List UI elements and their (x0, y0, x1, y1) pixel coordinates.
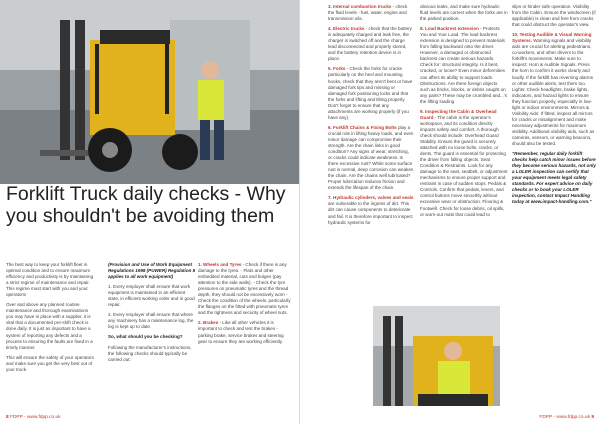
left-footer: 8 FDPP - www.fdpp.co.uk (6, 415, 61, 420)
check-text: are vulnerable to the ingress of dirt. This dirt can cause components to deteriorate and fail. It is therefore important to inspect hydraulic systems for (328, 201, 413, 225)
check-text: slips or hinder safe operation. Visibility from the Cabin. Ensure the windscreen (if applicable) is clean and free from cracks that could obstruct the operator's view. (512, 4, 596, 28)
check-item (512, 32, 596, 147)
checks-column-3 (420, 4, 508, 222)
check-heading: 1. Wheels and Tyres (198, 262, 242, 267)
check-heading: 5. Forks (328, 66, 346, 72)
check-text: Warning signals and visibility aids are crucial for alerting pedestrians, co-workers, and other drivers to the forklift's movements. Make sure to inspect: Horn & Audible Signals. Press the horn to confirm it works clearly and loudly. If the forklift has reversing alarms or other audible alerts, test them too. Lights: Check headlights, brake lights, indicators, and hazard lights to ensure they function properly, especially in low-light or indoor environments. Mirrors & Visibility Aids: If fitted, inspect all mirrors for cracks or misalignment and make necessary adjustments for maximum visibility. Additional visibility aids, such as cameras, sensors, or warning beacons, should also be tested. (512, 38, 595, 147)
right-page (300, 0, 600, 424)
website-link[interactable]: www.fdpp.co.uk (556, 415, 590, 420)
brand-name: FDPP (539, 415, 553, 420)
check-item (512, 4, 596, 28)
check-text: - Protects You and Your Load. The load backrest extension is designed to prevent materials from falling backward onto the driver. However, a damaged or obstructed backrest can create serious hazards. Check for: structural integrity. Is it bent, cracked, or loose? Even minor deformities can affect its ability to support loads. Obstructions. Are there foreign objects such as bricks, blocks, or debris caught on any parts? These may be crumbled and...'s the lifting loading (420, 26, 507, 104)
check-text: - Like all other vehicles it is important to check and test the brakes - parking brake, service brakes and steering gear to ensure they are working efficiently. (198, 320, 284, 344)
operator-photo (373, 306, 500, 406)
check-item (328, 66, 414, 120)
check-heading: 7. Hydraulic cylinders, valves and seals (328, 195, 414, 201)
check-text: - Check the forks for cracks particularly on the heel and mounting hooks, check that they aren't bent or have damaged fork tips and missing or damaged fork positioning locks and that the forks and lifting and tilting properly. Don't forget to ensure that any attachments are working properly (if you have any). (328, 66, 413, 120)
check-item (420, 4, 508, 22)
check-text: obvious leaks, and make sure hydraulic fluid levels are correct when the forks are in the parked position. (420, 4, 508, 22)
page-number: 9 (591, 415, 594, 420)
intro-paragraph: This will ensure the safety of your operators and make sure you get the very best out of your truck. (6, 354, 94, 372)
check-item (198, 320, 292, 344)
check-heading: 10. Testing Audible & Visual Warning Systems. (512, 32, 592, 44)
checks-column-2 (328, 4, 414, 230)
check-item (420, 26, 508, 105)
check-text: - Check if there is any damage to the tyres. - Flats and other embedded material, cuts and bulges (pay attention to the side walls). - Check the tyre pressures on pneumatic tyres and the thread depth, they should not be excessively worn - Check the condition of the wheels, particularly the flanges on the fitted with pneumatic tyres and the tightness and security of wheel nuts. (198, 262, 291, 316)
checks-column-4 (512, 4, 596, 210)
check-item (328, 195, 414, 225)
right-footer: FDPP - www.fdpp.co.uk 9 (539, 415, 594, 420)
regulation-point: 1. Every employer shall ensure that work equipment is maintained in an efficient state, in efficient working order and in good repair. (108, 284, 195, 308)
closing-quote: "Remember, regular daily forklift checks help catch minor issues before they become serious hazards, not only a LOLER inspection can certify that your equipment meets legal safety standards. For expert advice on daily checks or to book your LOLER inspection, contact Impact Handling today at www.impact-handling.com." (512, 151, 596, 205)
check-text: - check the fluid levels - fuel, water, engine and transmission oils. (328, 4, 408, 22)
regulation-point: 2. Every employer shall ensure that where any machinery has a maintenance log, the log is kept up to date. (108, 312, 194, 330)
page-number: 8 (6, 415, 9, 420)
check-item (328, 125, 414, 192)
brand-name: FDPP (10, 415, 23, 420)
regulation-title: (Provision and Use of Work Equipment Regulations 1998 (PUWER) Regulation 5 applies to all work equipment) (108, 262, 196, 280)
check-item (328, 4, 414, 22)
checks-intro: Following the manufacturer's instructions, the following checks should typically be carried out: (108, 344, 192, 362)
check-heading: 2. Brakes (198, 320, 219, 326)
check-heading: 6. Forklift Chains & Fixing Bolts (328, 124, 397, 130)
intro-paragraph: The best way to keep your forklift fleet in optimal condition and to ensure maximum efficiency and productivity is by maintaining a strict regime of maintenance and repair. This regime must start with you and your operators! (6, 262, 94, 298)
check-item (198, 262, 292, 316)
check-heading: 3. Internal combustion trucks (328, 4, 392, 9)
check-heading: 4. Electric trucks (328, 26, 365, 32)
check-heading: 8. Load Backrest extension (420, 26, 479, 32)
checks-subtitle: So, what should you be checking? (108, 334, 183, 340)
regulations-column (108, 262, 196, 367)
page-title: Forklift Truck daily checks - Why you shouldn't be avoiding them (6, 183, 286, 227)
check-heading: 9. Inspecting the Cabin & Overhead Guard (420, 108, 497, 120)
forklift-inspection-photo (0, 0, 300, 184)
website-link[interactable]: www.fdpp.co.uk (27, 415, 61, 420)
check-text: - The cabin is the operator's workspace, and its condition directly impacts safety and comfort. A thorough check should include: Overhead Guard Stability. Ensure the guard is securely attached with no loose bolts, cracks, or dents. The guard is essential for protecting the driver from falling objects. Seat Condition & Restraints. Look for any damage to the seat, seatbelt, or adjustment mechanisms to ensure proper support and restraint in case of sudden stops. Pedals & Controls. Confirm that pedals, levers, and control buttons move smoothly without excessive wear or obstruction. Flooring & Footwell. Check for loose debris, oil spills, or worn-out mats that could lead to (420, 114, 508, 217)
check-item (420, 109, 508, 218)
intro-paragraph: Over and above any planned routine maintenance and thorough examinations you may have in place with a supplier, it is vital that a documented pre-shift check is done daily. It is just as important to have a system of reporting any defects and a process to ensuring the faults are fixed in a timely manner. (6, 302, 93, 350)
checks-column-1 (198, 262, 292, 349)
check-text: play a crucial role in lifting heavy loads, and even minor damage can compromise their strength. Are the chain links in good condition? Any signs of wear, stretching, or cracks could indicate weakness. Is there excessive rust? While some surface rust is normal, deep corrosion can weaken the chain. Are the chains well lubricated? Proper lubrication reduces friction and extends the lifespan of the chain. (328, 124, 414, 191)
check-text: - check that the battery is adequately charged and leak free, the charger is switched off and the charge lead disconnected and properly stored, and the battery retention device is in place. (328, 26, 412, 62)
check-item (328, 26, 414, 62)
intro-column (6, 262, 94, 377)
